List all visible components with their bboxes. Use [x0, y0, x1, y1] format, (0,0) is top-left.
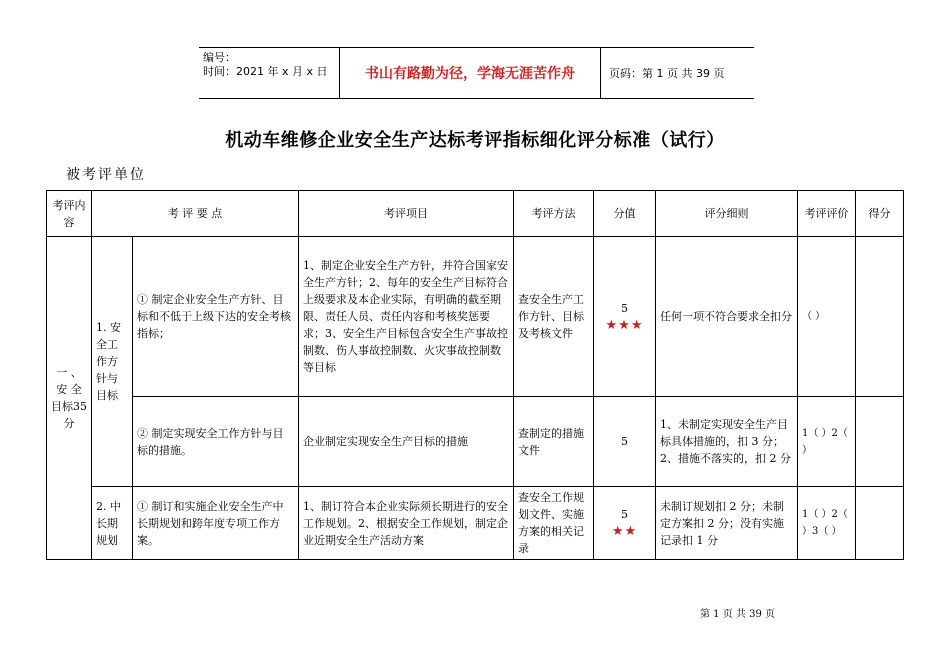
row2-score: 5	[621, 435, 628, 448]
row3-method: 查安全工作规划文件、实施方案的相关记录	[514, 487, 594, 560]
row3-detail: 未制订规划扣 2 分；未制定方案扣 2 分；没有实施记录扣 1 分	[656, 487, 798, 560]
header-detail: 评分细则	[656, 191, 798, 237]
table-row	[47, 237, 904, 397]
header-eval: 考评评价	[798, 191, 856, 237]
row1-point: ① 制定企业安全生产方针、目标和不低于上级下达的安全考核指标；	[133, 237, 299, 397]
row3-got[interactable]	[856, 487, 904, 560]
sub-section-2: 2. 中长期规划	[92, 487, 133, 560]
page-footer: 第 1 页 共 39 页	[700, 609, 775, 620]
row1-detail: 任何一项不符合要求全扣分	[656, 237, 798, 397]
sub-section-1: 1. 安全工作方针与目标	[92, 237, 133, 487]
row3-stars: ★★	[611, 524, 638, 539]
row1-stars: ★★★	[605, 317, 644, 333]
header-method: 考评方法	[514, 191, 594, 237]
row3-score-cell	[594, 487, 656, 560]
date-label: 时间：2021 年 x 月 x 日	[203, 65, 328, 78]
row2-method: 查制定的措施文件	[514, 397, 594, 487]
row3-eval: 1（ ）2（ ）3（ ）	[798, 487, 856, 560]
row1-got[interactable]	[856, 237, 904, 397]
row2-item: 企业制定实现安全生产目标的措施	[299, 397, 514, 487]
row2-got[interactable]	[856, 397, 904, 487]
table-row	[47, 397, 904, 487]
row1-eval: （ ）	[798, 237, 856, 397]
header-points: 考 评 要 点	[92, 191, 299, 237]
header-slogan: 书山有路勤为径，学海无涯苦作舟	[339, 48, 601, 98]
header-items: 考评项目	[299, 191, 514, 237]
header-got: 得分	[856, 191, 904, 237]
header-page-number: 页码：第 1 页 共 39 页	[609, 67, 725, 80]
table-header-row	[47, 191, 904, 237]
header-score: 分值	[594, 191, 656, 237]
section-cell: 一 、安 全目标35分	[47, 237, 92, 560]
evaluation-table	[46, 190, 904, 560]
evaluated-unit-label: 被考评单位	[66, 167, 146, 183]
row1-score-cell	[594, 237, 656, 397]
row2-score-cell	[594, 397, 656, 487]
table-row	[47, 487, 904, 560]
row2-eval: 1（ ）2（ ）	[798, 397, 856, 487]
row2-point: ② 制定实现安全工作方针与目标的措施。	[133, 397, 299, 487]
row3-item: 1、制订符合本企业实际须长期进行的安全工作规划。2、根据安全工作规划，制定企业近期安全生产活动方案	[299, 487, 514, 560]
row1-method: 查安全生产工作方针、目标及考核文件	[514, 237, 594, 397]
row3-point: ① 制订和实施企业安全生产中长期规划和跨年度专项工作方案。	[133, 487, 299, 560]
row1-item: 1、制定企业安全生产方针，并符合国家安全生产方针；2、每年的安全生产目标符合上级要求及本企业实际，有明确的截至期限、责任人员、责任内容和考核奖惩要求；3、安全生产目标包含安全生产事故控制数、伤人事故控制数、火灾事故控制数等目标	[299, 237, 514, 397]
header-content: 考评内容	[47, 191, 92, 237]
row1-score: 5	[621, 301, 628, 315]
document-title: 机动车维修企业安全生产达标考评指标细化评分标准（试行）	[225, 130, 725, 151]
code-label: 编号：	[203, 51, 236, 64]
row3-score: 5	[621, 508, 628, 521]
header-meta	[199, 48, 339, 98]
page-header	[199, 47, 754, 99]
row2-detail: 1、未制定实现安全生产目标具体措施的，扣 3 分；2、措施不落实的，扣 2 分	[656, 397, 798, 487]
